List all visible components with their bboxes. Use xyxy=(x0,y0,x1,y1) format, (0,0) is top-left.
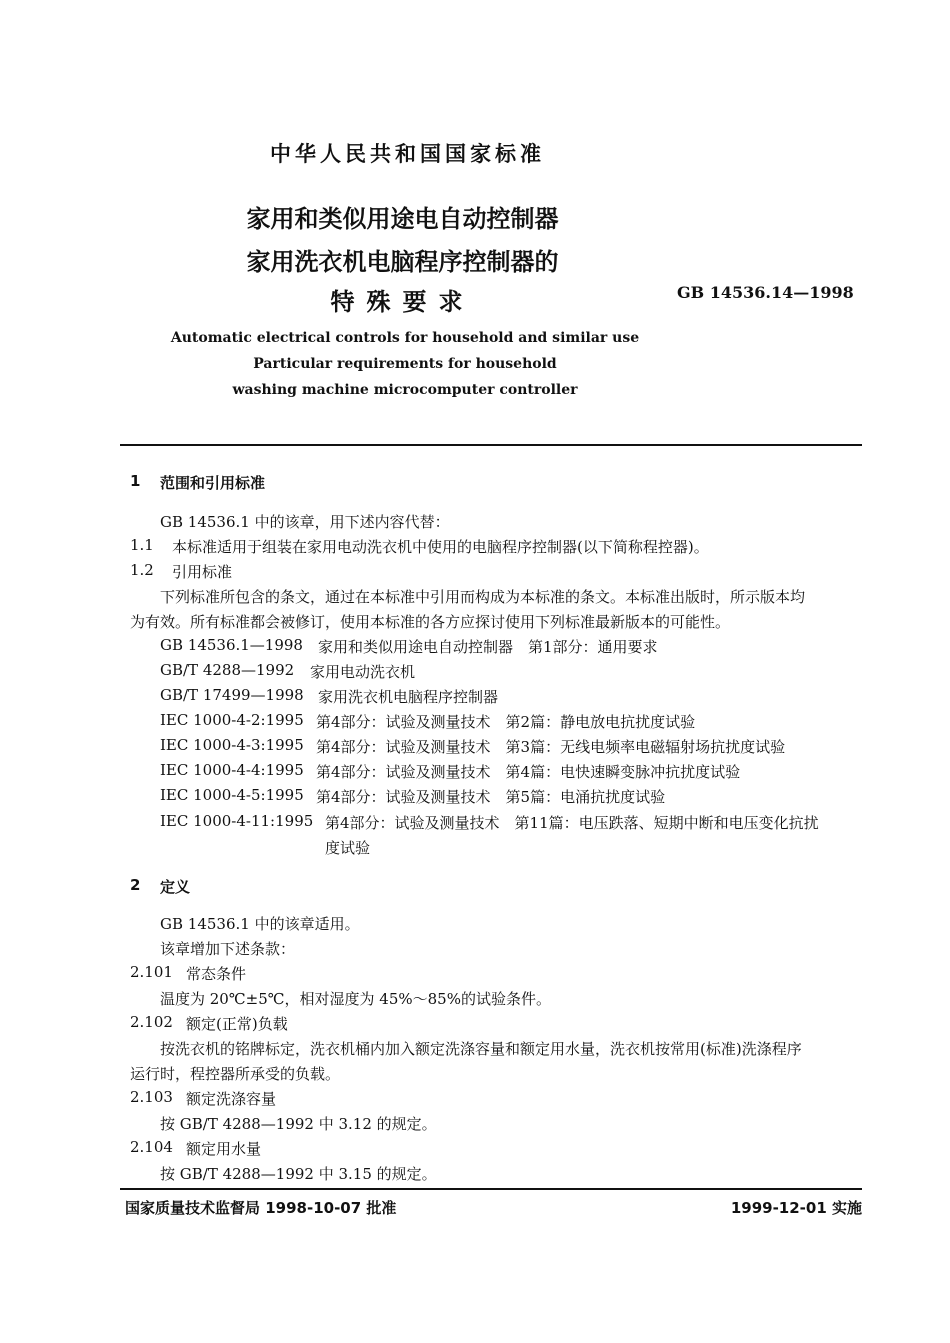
title-line-3: 特殊要求 xyxy=(330,288,475,316)
clause-1-2-title: 引用标准 xyxy=(172,563,233,581)
reference-title: 第4部分：试验及测量技术 第4篇：电快速瞬变脉冲抗扰度试验 xyxy=(316,763,741,781)
reference-code: GB 14536.1—1998 xyxy=(160,636,303,654)
reference-title-continuation: 度试验 xyxy=(325,839,371,857)
definition-2-103-number: 2.103 xyxy=(130,1088,173,1106)
reference-title: 家用电动洗衣机 xyxy=(310,663,416,681)
standard-number: GB 14536.14—1998 xyxy=(677,283,854,302)
section-1-number: 1 xyxy=(130,472,141,490)
definition-2-102-number: 2.102 xyxy=(130,1013,173,1031)
english-title-line-1: Automatic electrical controls for household and similar use xyxy=(170,330,640,346)
clause-1-2-number: 1.2 xyxy=(130,561,154,579)
reference-code: GB/T 4288—1992 xyxy=(160,661,295,679)
english-title-line-3: washing machine microcomputer controller xyxy=(232,382,578,398)
reference-code: IEC 1000-4-3:1995 xyxy=(160,736,304,754)
english-title-line-2: Particular requirements for household xyxy=(253,356,557,372)
reference-title: 家用和类似用途电自动控制器 第1部分：通用要求 xyxy=(318,638,658,656)
section-1-intro: GB 14536.1 中的该章，用下述内容代替： xyxy=(160,513,450,531)
definition-2-103-text: 按 GB/T 4288—1992 中 3.12 的规定。 xyxy=(160,1115,437,1133)
clause-1-2-paragraph-line-1: 下列标准所包含的条文，通过在本标准中引用而构成为本标准的条文。本标准出版时，所示版本均 xyxy=(160,588,806,606)
section-2-intro-2: 该章增加下述条款： xyxy=(160,940,296,958)
bottom-divider xyxy=(120,1188,862,1190)
reference-title: 第4部分：试验及测量技术 第2篇：静电放电抗扰度试验 xyxy=(316,713,696,731)
definition-2-104-text: 按 GB/T 4288—1992 中 3.15 的规定。 xyxy=(160,1165,437,1183)
definition-2-101-number: 2.101 xyxy=(130,963,173,981)
reference-title: 第4部分：试验及测量技术 第5篇：电涌抗扰度试验 xyxy=(316,788,666,806)
section-2-intro-1: GB 14536.1 中的该章适用。 xyxy=(160,915,360,933)
section-1-heading: 范围和引用标准 xyxy=(160,474,266,492)
definition-2-102-text-line-2: 运行时，程控器所承受的负载。 xyxy=(130,1065,341,1083)
reference-code: IEC 1000-4-4:1995 xyxy=(160,761,304,779)
standard-type: 中华人民共和国国家标准 xyxy=(270,142,545,166)
reference-code: IEC 1000-4-11:1995 xyxy=(160,812,314,830)
clause-1-1-number: 1.1 xyxy=(130,536,154,554)
top-divider xyxy=(120,444,862,446)
reference-title: 第4部分：试验及测量技术 第3篇：无线电频率电磁辐射场抗扰度试验 xyxy=(316,738,786,756)
title-line-1: 家用和类似用途电自动控制器 xyxy=(246,205,559,233)
reference-title: 家用洗衣机电脑程序控制器 xyxy=(318,688,499,706)
definition-2-104-number: 2.104 xyxy=(130,1138,173,1156)
definition-2-101-title: 常态条件 xyxy=(186,965,247,983)
clause-1-2-paragraph-line-2: 为有效。所有标准都会被修订，使用本标准的各方应探讨使用下列标准最新版本的可能性。 xyxy=(130,613,731,631)
definition-2-104-title: 额定用水量 xyxy=(186,1140,262,1158)
section-2-number: 2 xyxy=(130,876,141,894)
approval-note: 国家质量技术监督局 1998-10-07 批准 xyxy=(125,1199,397,1217)
definition-2-102-title: 额定(正常)负载 xyxy=(186,1015,288,1033)
definition-2-103-title: 额定洗涤容量 xyxy=(186,1090,277,1108)
section-2-heading: 定义 xyxy=(160,878,191,896)
clause-1-1-text: 本标准适用于组装在家用电动洗衣机中使用的电脑程序控制器(以下简称程控器)。 xyxy=(172,538,709,556)
reference-title: 第4部分：试验及测量技术 第11篇：电压跌落、短期中断和电压变化抗扰 xyxy=(325,814,819,832)
implementation-date: 1999-12-01 实施 xyxy=(730,1199,862,1217)
reference-code: IEC 1000-4-5:1995 xyxy=(160,786,304,804)
title-line-2: 家用洗衣机电脑程序控制器的 xyxy=(246,248,559,276)
reference-code: IEC 1000-4-2:1995 xyxy=(160,711,304,729)
reference-code: GB/T 17499—1998 xyxy=(160,686,304,704)
definition-2-101-text: 温度为 20℃±5℃，相对湿度为 45%～85%的试验条件。 xyxy=(160,990,551,1008)
definition-2-102-text-line-1: 按洗衣机的铭牌标定，洗衣机桶内加入额定洗涤容量和额定用水量，洗衣机按常用(标准)洗涤程序 xyxy=(160,1040,802,1058)
